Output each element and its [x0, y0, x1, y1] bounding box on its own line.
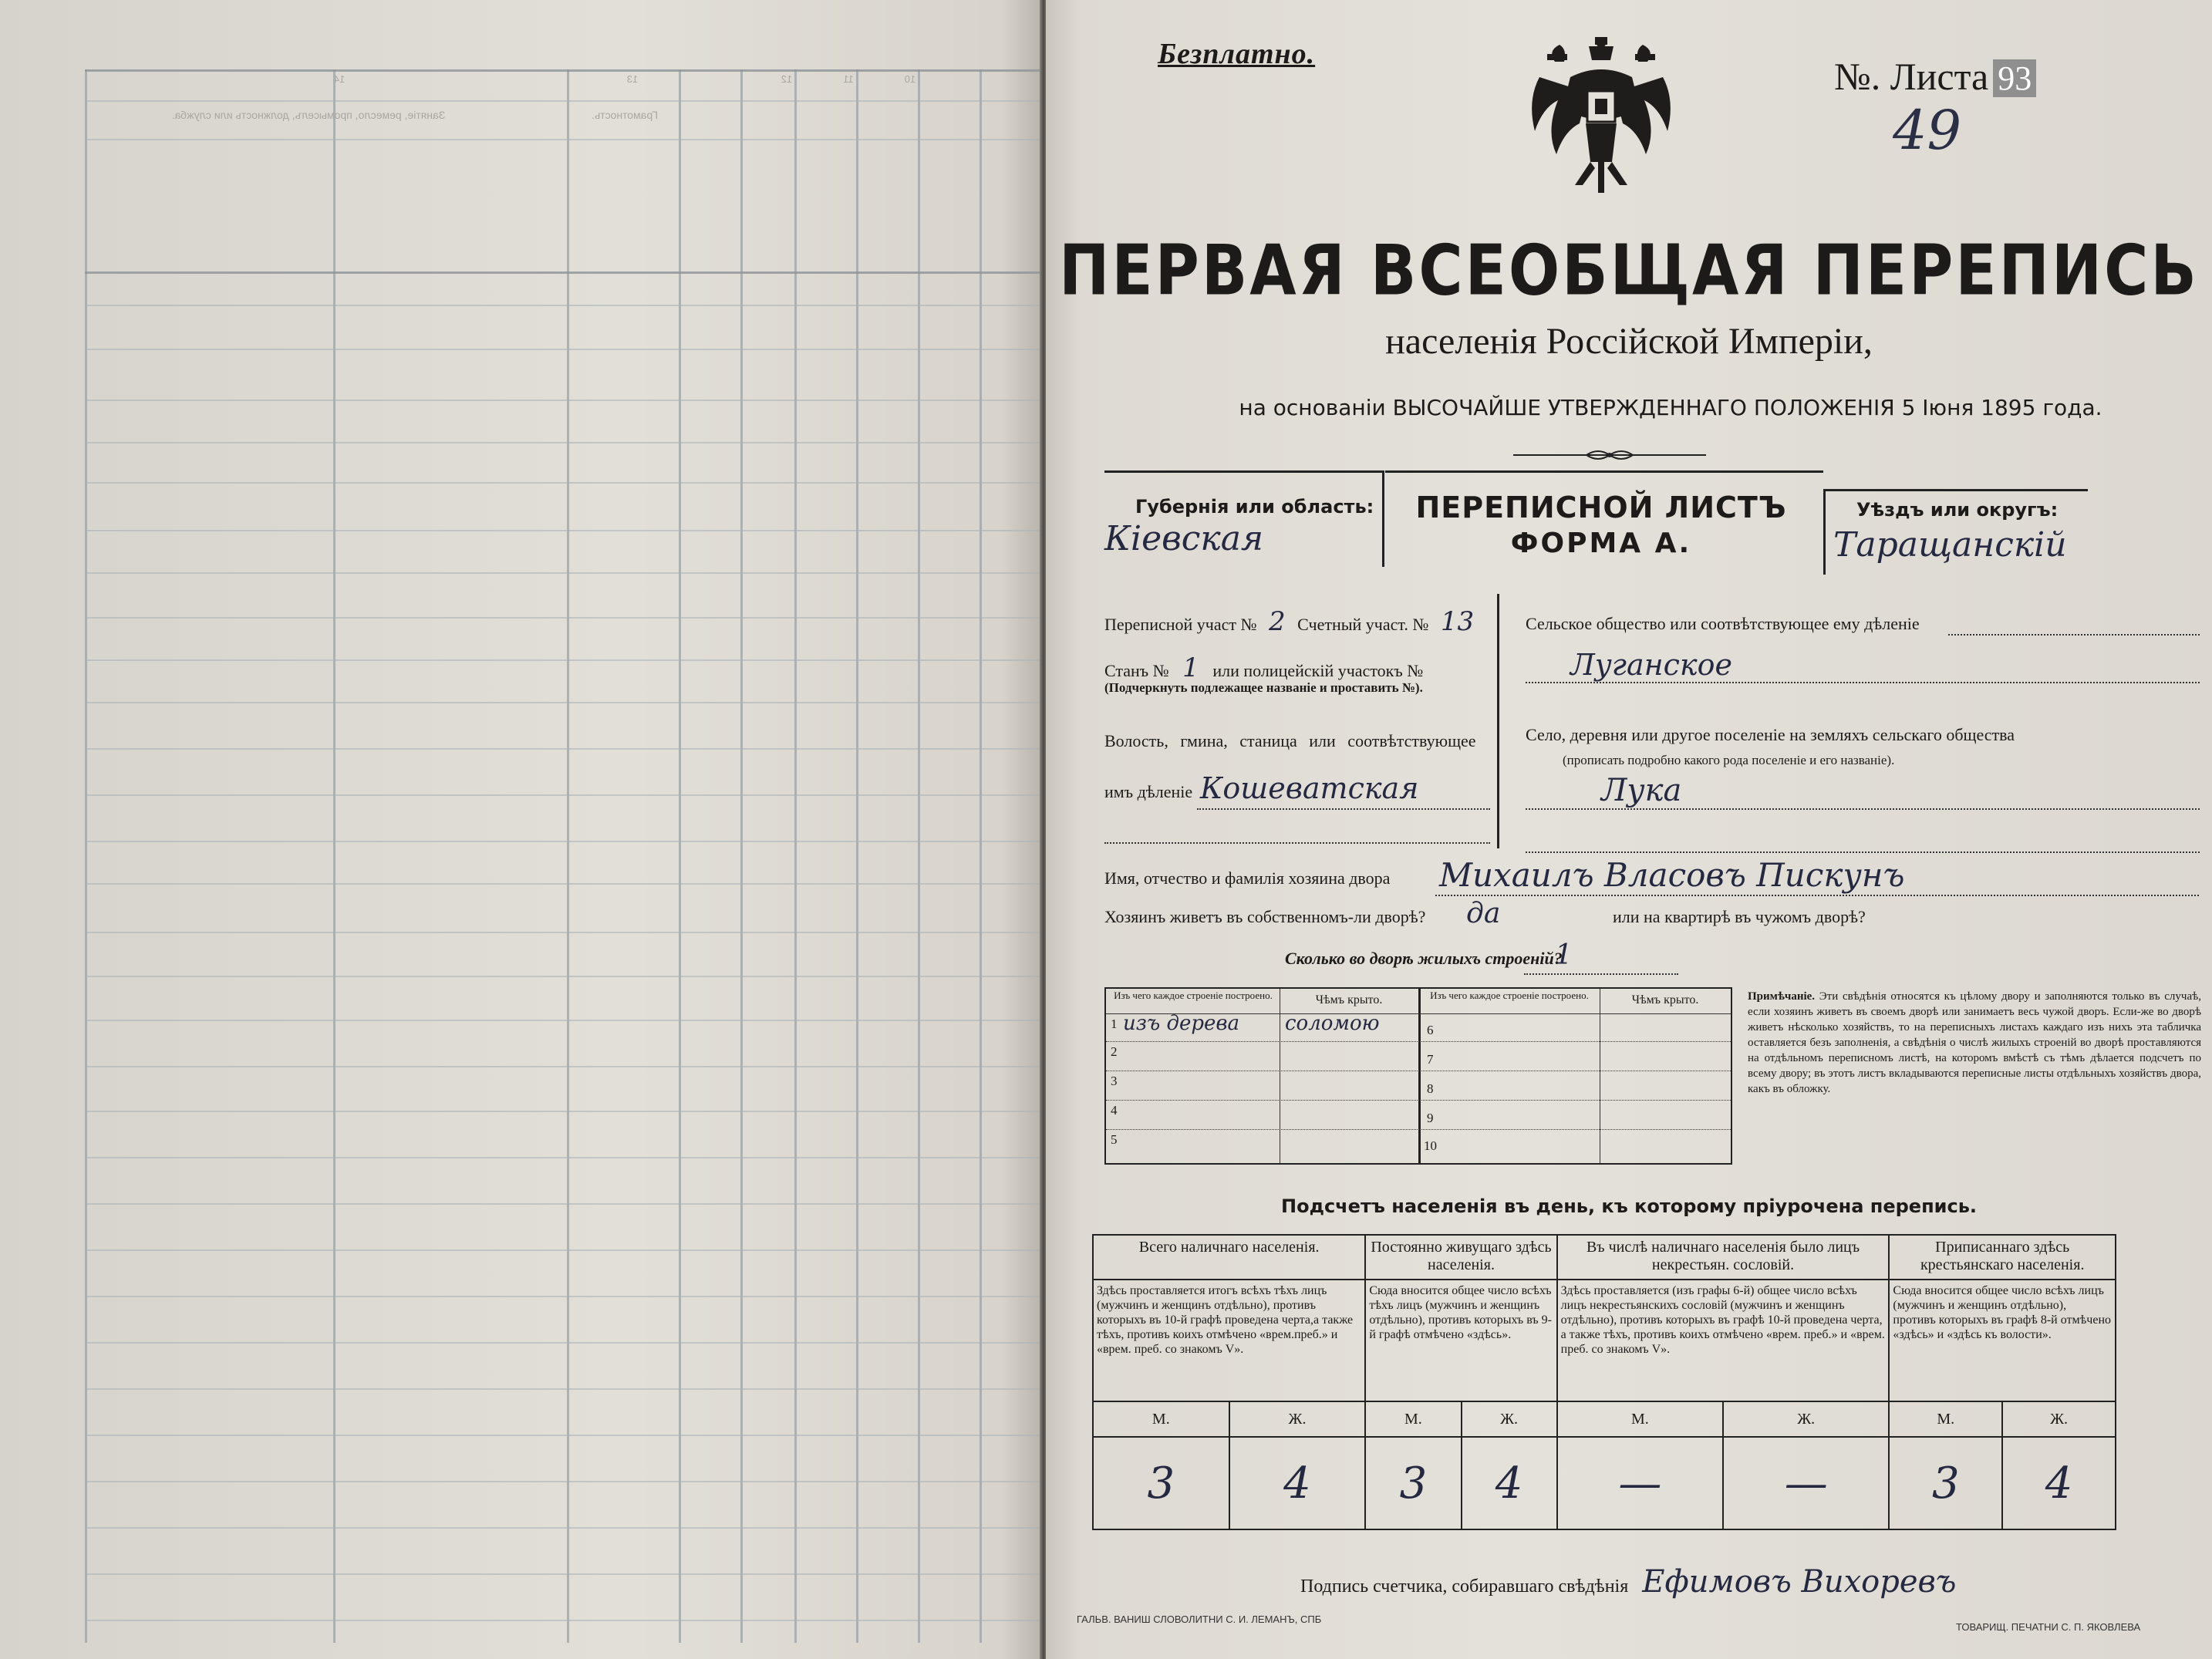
col-material-right: Изъ чего каждое строеніе построено. — [1430, 990, 1589, 1001]
own-yard-label: Хозяинъ живетъ въ собственномъ-ли дворѣ? — [1104, 907, 1426, 926]
tally-heading: Подсчетъ населенія въ день, къ которому пріурочена перепись. — [1281, 1195, 1977, 1217]
male-label: М. — [1889, 1401, 2002, 1437]
free-of-charge-label: Безплатно. — [1158, 38, 1316, 70]
tally-male-value: 3 — [1889, 1437, 2002, 1529]
population-tally-table — [1092, 1234, 2116, 1530]
row-roof: соломою — [1285, 1012, 1380, 1035]
male-label: М. — [1365, 1401, 1461, 1437]
ghost-col-number: 13 — [626, 73, 639, 85]
ghost-col-number: 12 — [781, 73, 793, 85]
province-value: Кіевская — [1104, 519, 1264, 558]
female-label: Ж. — [1229, 1401, 1366, 1437]
tally-col-desc: Здѣсь проставляется итогъ всѣхъ тѣхъ лицъ (мужчинъ и женщинъ отдѣльно), противъ которыхъ въ 10-й графѣ проведена черта,а также тѣхъ, противъ коихъ отмѣчено «врем.преб.» и «врем. преб. со знакомъ V». — [1093, 1280, 1365, 1401]
male-label: М. — [1557, 1401, 1723, 1437]
police-label: или полицейскій участокъ № — [1212, 661, 1424, 680]
ghost-col-number: 10 — [904, 73, 916, 85]
tally-col-head: Всего наличнаго населенія. — [1093, 1235, 1365, 1280]
row-number: 2 — [1111, 1044, 1118, 1059]
ghost-table-grid — [85, 69, 1041, 1643]
tally-female-value: 4 — [1462, 1437, 1557, 1529]
volost-label-1: Волость, гмина, станица или соотвѣтствующее — [1104, 731, 1476, 750]
imprint-right: ТОВАРИЩ. ПЕЧАТНИ С. П. ЯКОВЛЕВА — [1956, 1621, 2141, 1633]
rural-label: Сельское общество или соотвѣтствующее ему дѣленіе — [1526, 614, 1920, 633]
ghost-header-literacy: Грамотность. — [592, 109, 658, 121]
census-section-value: 2 — [1268, 606, 1286, 637]
buildings-note — [1748, 989, 2201, 1097]
tally-col-desc: Сюда вносится общее число всѣхъ тѣхъ лицъ (мужчинъ и женщинъ отдѣльно), противъ которыхъ въ 9-й графѣ отмѣчено «здѣсь». — [1365, 1280, 1556, 1401]
section-line — [1104, 606, 1490, 637]
row-number: 4 — [1111, 1103, 1118, 1118]
buildings-label: Сколько во дворѣ жилыхъ строеній? — [1285, 949, 1563, 968]
col-roof-left: Чѣмъ крыто. — [1315, 993, 1383, 1007]
form-subtitle: населенія Россійской Имперіи, — [1385, 321, 1873, 362]
row-number: 6 — [1427, 1023, 1434, 1037]
census-form-label: ФОРМА А. — [1510, 528, 1692, 559]
tally-col-desc: Сюда вносится общее число всѣхъ лицъ (мужчинъ и женщинъ отдѣльно), противъ которыхъ въ графѣ 8-й отмѣчено «здѣсь» и «здѣсь къ волости». — [1889, 1280, 2116, 1401]
tally-male-value: 3 — [1093, 1437, 1229, 1529]
ghost-col-number: 14 — [333, 73, 346, 85]
tally-male-value: 3 — [1365, 1437, 1461, 1529]
ornament-divider-icon — [1513, 449, 1706, 461]
row-number: 10 — [1424, 1138, 1437, 1153]
sheet-number-label: №. Листа — [1834, 55, 1989, 98]
rural-value: Луганское — [1570, 648, 1732, 682]
imperial-eagle-icon — [1524, 31, 1678, 201]
signature-value: Ефимовъ Вихоревъ — [1642, 1564, 1957, 1600]
census-list-title — [1385, 491, 1817, 559]
own-yard-value: да — [1466, 898, 1501, 929]
male-label: М. — [1093, 1401, 1229, 1437]
stan-label: Станъ № — [1104, 661, 1169, 680]
note-text: Эти свѣдѣнія относятся къ цѣлому двору и заполняются только въ случаѣ, если хозяинъ живетъ въ своемъ дворѣ или занимаетъ весь чужой дворъ. Если-же во дворѣ живетъ нѣсколько хозяйствъ, то на переписныхъ листахъ каждаго изъ нихъ эта табличка оставляется безъ заполненія, а свѣдѣнія о числѣ жилыхъ строеній во дворѣ проставляются на отдѣльномъ переписномъ листѣ, на которомъ вмѣстѣ съ тѣмъ дѣлается подсчетъ по всему двору; въ этотъ листъ вкладываются переписные листы отдѣльныхъ хозяйствъ двора, какъ въ обложку. — [1748, 990, 2202, 1095]
volost-value: Кошеватская — [1200, 771, 1419, 805]
form-title: ПЕРВАЯ ВСЕОБЩАЯ ПЕРЕПИСЬ — [1059, 231, 2199, 312]
count-section-value: 13 — [1440, 606, 1475, 637]
form-top-rule — [1385, 470, 1823, 473]
row-number: 5 — [1111, 1132, 1118, 1147]
ghost-col-number: 11 — [843, 73, 854, 85]
tally-col-head: Въ числѣ наличнаго населенія было лицъ некрестьян. сословій. — [1557, 1235, 1890, 1280]
fields-divider — [1497, 594, 1499, 848]
female-label: Ж. — [2002, 1401, 2116, 1437]
row-number: 1 — [1111, 1017, 1118, 1031]
sheet-number — [1834, 54, 2036, 99]
owner-label: Имя, отчество и фамилія хозяина двора — [1104, 868, 1391, 888]
female-label: Ж. — [1462, 1401, 1557, 1437]
district-value: Таращанскій — [1833, 525, 2067, 565]
stan-hint: (Подчеркнуть подлежащее названіе и проставить №). — [1104, 680, 1423, 695]
tally-col-head: Приписаннаго здѣсь крестьянскаго населенія. — [1889, 1235, 2116, 1280]
row-number: 8 — [1427, 1081, 1434, 1096]
imprint-left: ГАЛЬВ. ВАНИШ СЛОВОЛИТНИ С. И. ЛЕМАНЪ, СПБ — [1077, 1613, 1322, 1625]
province-label: Губернія или область: — [1135, 496, 1374, 518]
female-label: Ж. — [1723, 1401, 1889, 1437]
buildings-table — [1104, 987, 1732, 1165]
census-section-label: Переписной участ № — [1104, 615, 1257, 634]
village-value: Лука — [1601, 773, 1682, 808]
buildings-value: 1 — [1555, 939, 1573, 971]
signature-line — [1300, 1564, 1956, 1600]
ghost-header-occupation: Занятіе, ремесло, промыселъ, должность или служба. — [171, 109, 446, 121]
signature-label: Подпись счетчика, собиравшаго свѣдѣнія — [1300, 1576, 1629, 1597]
tally-col-head: Постоянно живущаго здѣсь населенія. — [1365, 1235, 1556, 1280]
row-number: 9 — [1427, 1111, 1434, 1125]
tally-col-desc: Здѣсь проставляется (изъ графы 6-й) общее число всѣхъ лицъ некрестьянскихъ сословій (мужчинъ и женщинъ отдѣльно), противъ которыхъ въ графѣ 10-й проведена черта, а также тѣхъ, противъ коихъ отмѣчено «врем. преб.» и «врем. преб. со знакомъ V». — [1557, 1280, 1890, 1401]
village-label: Село, деревня или другое поселеніе на земляхъ сельскаго общества — [1526, 725, 2015, 744]
legal-basis-line: на основаніи ВЫСОЧАЙШЕ УТВЕРЖДЕННАГО ПОЛОЖЕНІЯ 5 Іюня 1895 года. — [1239, 395, 2102, 420]
census-list-label: ПЕРЕПИСНОЙ ЛИСТЪ — [1415, 491, 1787, 524]
province-box — [1104, 470, 1384, 567]
count-section-label: Счетный участ. № — [1297, 615, 1429, 634]
tally-female-value: 4 — [1229, 1437, 1366, 1529]
stan-value: 1 — [1182, 652, 1199, 683]
stan-line — [1104, 652, 1490, 683]
district-label: Уѣздъ или округъ: — [1856, 499, 2059, 521]
col-roof-right: Чѣмъ крыто. — [1631, 993, 1699, 1007]
tally-male-value: — — [1557, 1437, 1723, 1529]
left-page — [0, 0, 1043, 1659]
col-material-left: Изъ чего каждое строеніе построено. — [1114, 990, 1273, 1001]
village-hint: (прописать подробно какого рода поселеніе и его названіе). — [1563, 753, 1895, 767]
row-number: 7 — [1427, 1052, 1434, 1067]
rented-label: или на квартирѣ въ чужомъ дворѣ? — [1613, 907, 1866, 926]
row-number: 3 — [1111, 1074, 1118, 1088]
census-form-page — [1046, 0, 2212, 1659]
tally-female-value: 4 — [2002, 1437, 2116, 1529]
note-title: Примѣчаніе. — [1748, 990, 1816, 1003]
sheet-number-handwritten: 49 — [1893, 99, 1962, 162]
sheet-number-value: 93 — [1993, 59, 2036, 97]
district-box — [1823, 489, 2088, 575]
row-material: изъ дерева — [1123, 1012, 1240, 1035]
volost-label-2: имъ дѣленіе — [1104, 782, 1193, 801]
tally-female-value: — — [1723, 1437, 1889, 1529]
owner-value: Михаилъ Власовъ Пискунъ — [1439, 856, 1905, 894]
